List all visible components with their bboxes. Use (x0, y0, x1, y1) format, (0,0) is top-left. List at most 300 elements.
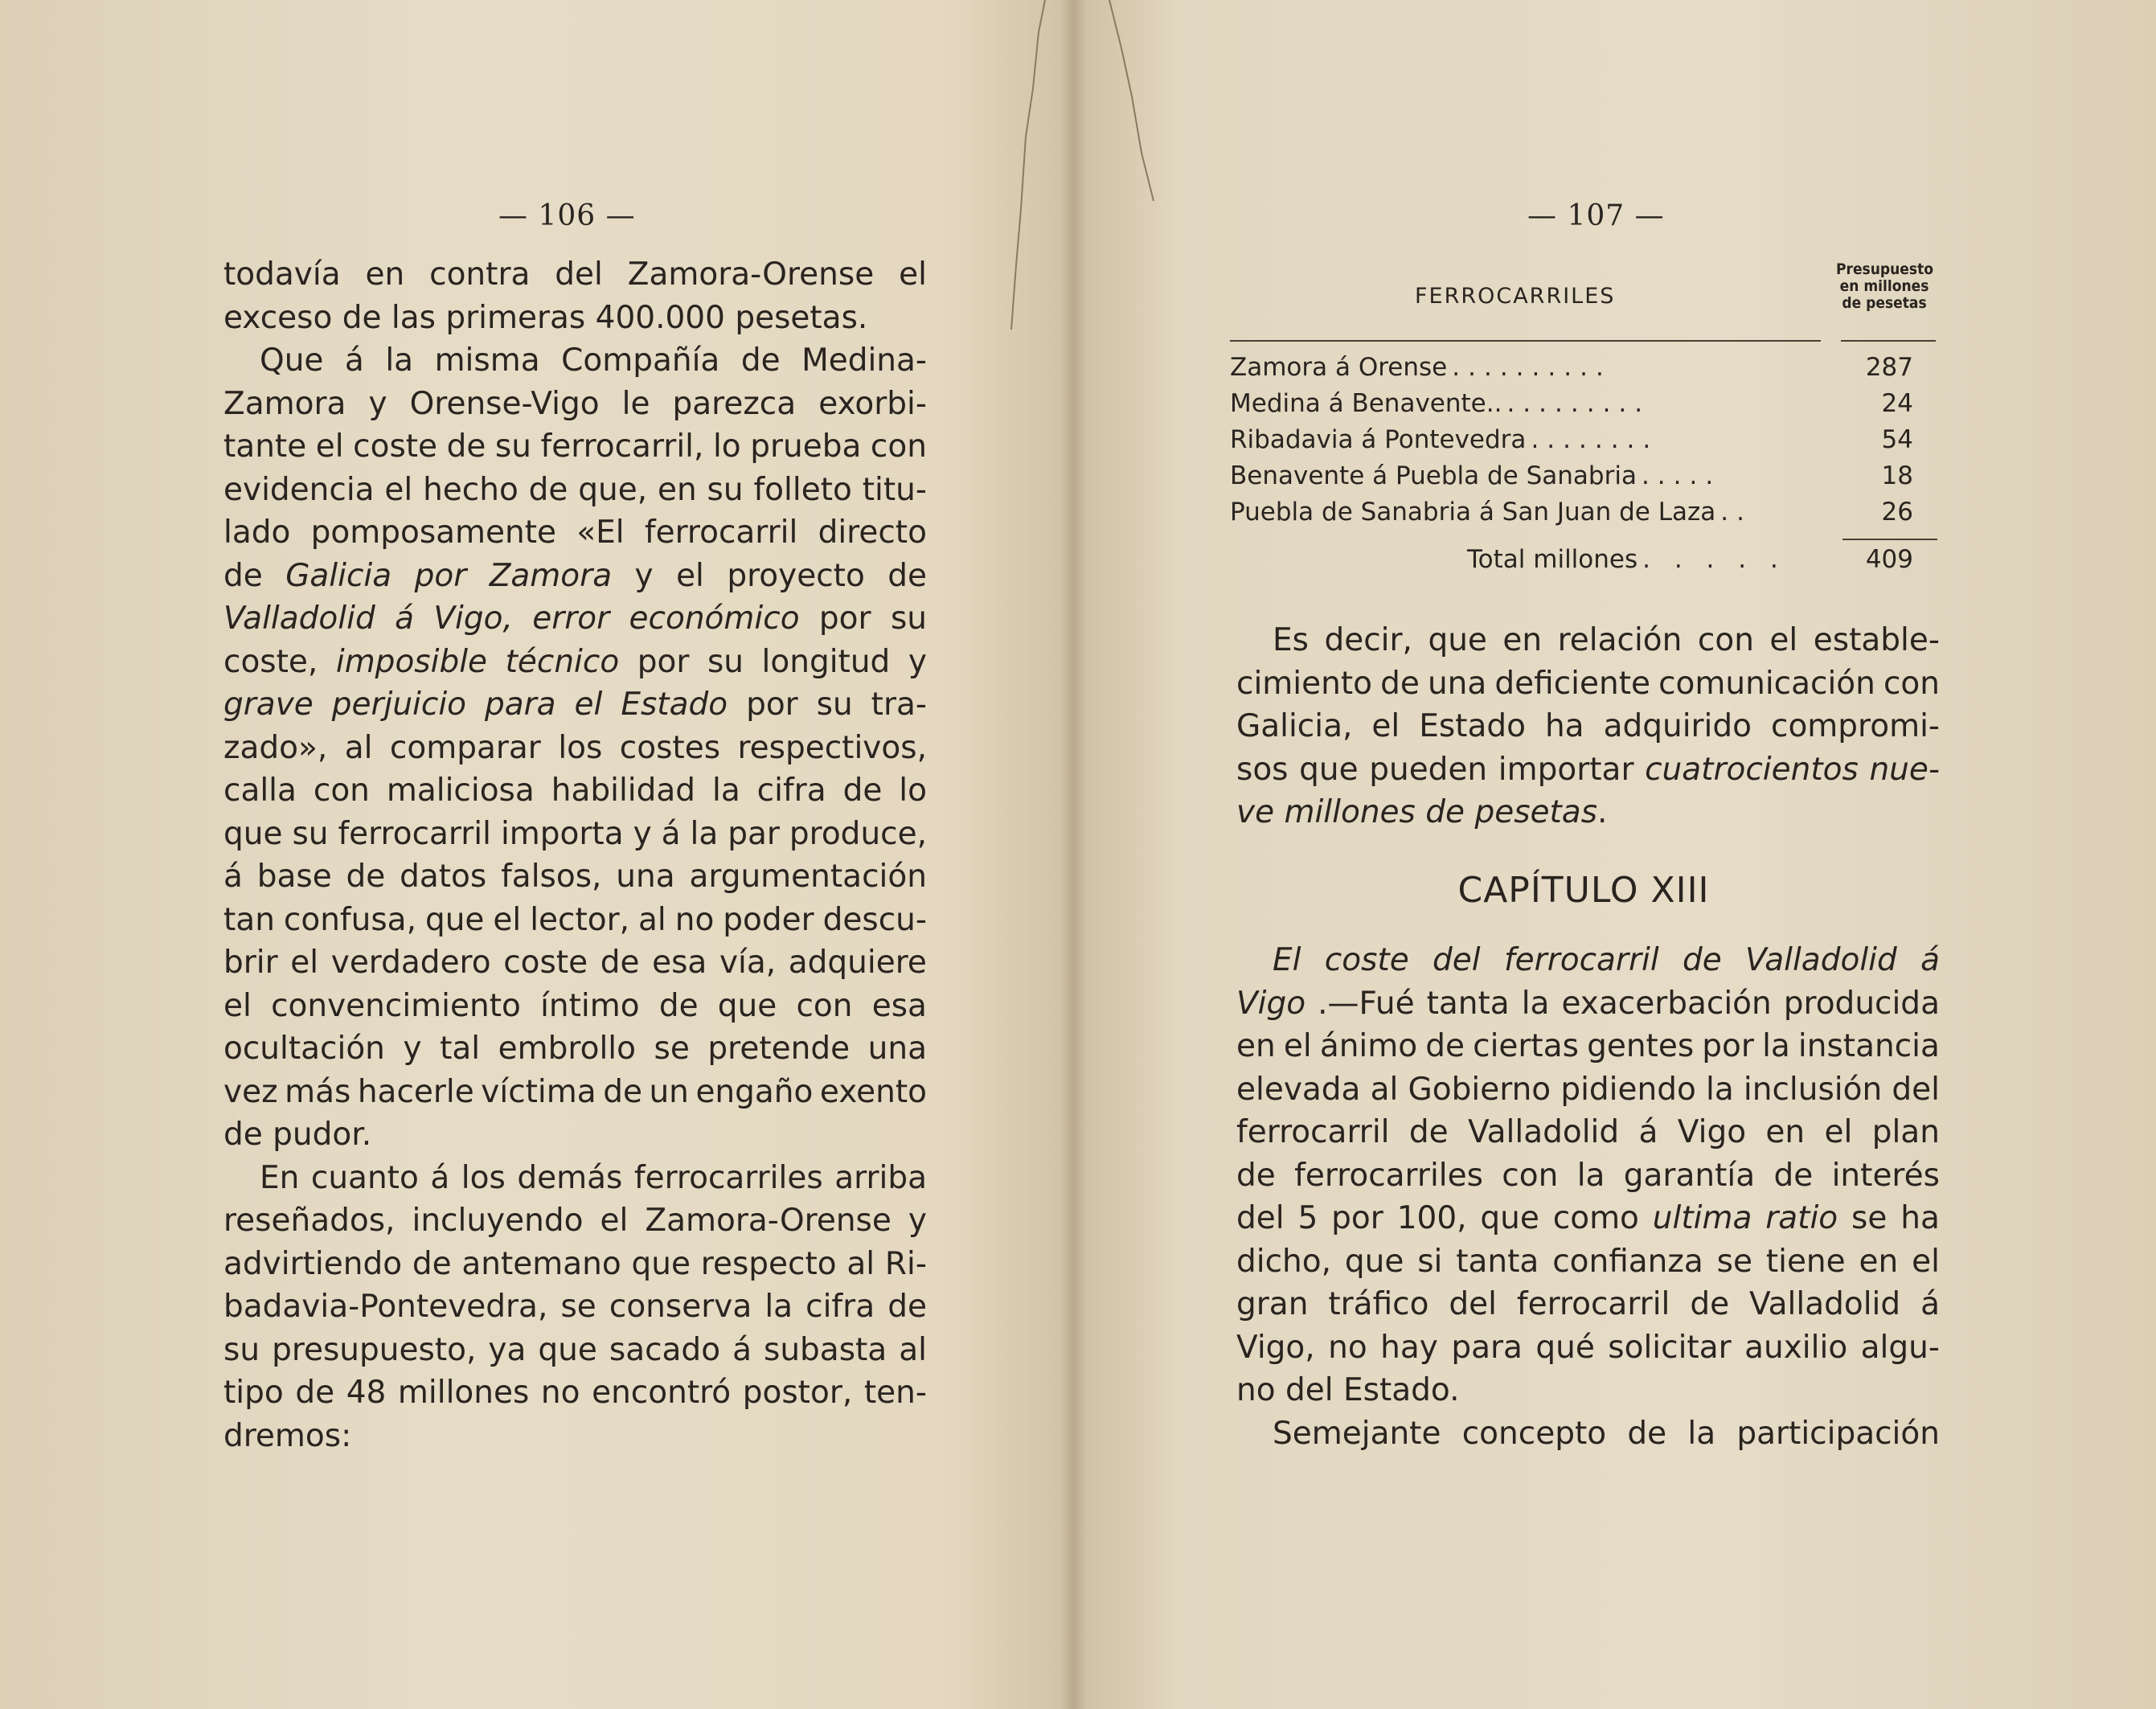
word: una (1427, 665, 1487, 702)
word: coste (353, 428, 438, 465)
word: directo (818, 514, 927, 551)
right-paragraph-2 (1236, 939, 1940, 1455)
text-line (223, 899, 927, 942)
word: y (908, 1203, 927, 1239)
word: estable- (1813, 622, 1940, 658)
word: de (740, 342, 781, 379)
word: que (1428, 622, 1487, 658)
text-line (223, 1243, 927, 1286)
word: de (223, 557, 263, 594)
word: su (890, 600, 927, 637)
word: el (1283, 1028, 1312, 1064)
word: una (867, 1031, 927, 1067)
text-line (223, 1415, 927, 1458)
word: confusa, (283, 901, 416, 938)
word: Valladolid (223, 600, 375, 637)
table-total-row (1230, 545, 1937, 581)
text-line (1236, 1412, 1940, 1456)
word: tante (223, 428, 307, 465)
word: 5 (1297, 1200, 1318, 1236)
word: la (690, 815, 719, 852)
word: cuatrocientos (1645, 751, 1859, 788)
word: en (365, 256, 405, 293)
word: Ri- (884, 1245, 927, 1282)
word: evidencia (223, 471, 375, 508)
word: Vigo, (1236, 1329, 1315, 1366)
word: que (717, 987, 777, 1024)
text-line (223, 1113, 927, 1157)
word: presupuesto, (272, 1331, 477, 1368)
word: de (1236, 1157, 1276, 1194)
word: el (315, 428, 344, 465)
word: hay (1380, 1329, 1438, 1366)
word: el (493, 901, 522, 938)
word: Valladolid (1467, 1114, 1620, 1150)
text-line (1236, 1154, 1940, 1198)
word: Valladolid (1745, 942, 1897, 978)
word: encontró (592, 1375, 732, 1411)
word: cifra (805, 1289, 875, 1325)
text-line (1236, 1240, 1940, 1284)
word: interés (1831, 1157, 1940, 1194)
word: para (1451, 1329, 1523, 1366)
budget-value: 26 (1881, 498, 1913, 527)
word: ferrocarriles (1294, 1157, 1483, 1194)
word: algu- (1860, 1329, 1940, 1366)
word: pesetas. (1474, 794, 1608, 830)
text-line (223, 769, 927, 813)
word: de (446, 428, 486, 465)
word: del (1236, 1200, 1285, 1236)
route-name: Ribadavia á Pontevedra (1230, 425, 1527, 454)
leader-dots: . . . . . (1642, 545, 1786, 574)
word: En (260, 1159, 300, 1196)
word: ya (488, 1331, 527, 1368)
word: garantía (1623, 1157, 1756, 1194)
word: no (1236, 1372, 1276, 1408)
word: exorbi- (818, 385, 927, 422)
word: á (223, 859, 243, 895)
leader-dots: .......... (1452, 353, 1612, 382)
word: se (1851, 1200, 1888, 1236)
route-name: Medina á Benavente.. (1230, 389, 1502, 418)
word: de (1627, 1415, 1667, 1452)
word: ratio (1765, 1200, 1838, 1236)
word: decir, (1324, 622, 1412, 658)
word: gran (1236, 1286, 1309, 1322)
word: de (887, 1289, 927, 1325)
word: ten- (863, 1375, 927, 1411)
word: al (344, 729, 373, 766)
word: vez (223, 1073, 278, 1110)
chapter-heading: CAPÍTULO XIII (1457, 870, 1710, 911)
word: pretende (707, 1031, 851, 1067)
word: que (1299, 751, 1359, 788)
word: cimiento (1236, 665, 1372, 702)
word: víctima (481, 1073, 596, 1110)
text-line (223, 1157, 927, 1200)
word: hecho (423, 471, 519, 508)
total-rule (1842, 539, 1937, 540)
word: Compañía (561, 342, 720, 379)
word: gentes (1587, 1028, 1695, 1064)
text-line (223, 511, 927, 555)
word: par (728, 815, 780, 852)
word: engaño (695, 1073, 814, 1110)
word: dremos: (223, 1417, 352, 1454)
route-name: Zamora á Orense (1230, 353, 1448, 382)
text-line (223, 383, 927, 426)
word: Semejante (1273, 1415, 1441, 1452)
word: su (494, 428, 531, 465)
word: de (1425, 794, 1465, 830)
table-body (1230, 353, 1937, 534)
word: si (1417, 1243, 1443, 1280)
word: ultima (1652, 1200, 1752, 1236)
word: el (1912, 1243, 1940, 1280)
word: millones (1284, 794, 1416, 830)
word: el (676, 557, 704, 594)
table-header-label: FERROCARRILES (1415, 284, 1616, 309)
word: nue- (1869, 751, 1940, 788)
budget-header-line: de pesetas (1842, 294, 1927, 312)
budget-header-line: en millones (1839, 277, 1929, 295)
word: Galicia, (1236, 708, 1353, 744)
word: descu- (822, 901, 927, 938)
word: íntimo (540, 987, 640, 1024)
word: se (560, 1289, 596, 1325)
word: auxilio (1744, 1329, 1848, 1366)
text-line (1236, 982, 1940, 1026)
word: en (1236, 1028, 1276, 1064)
word: importar (1498, 751, 1634, 788)
word: verdadero (330, 945, 491, 981)
word: ha (1544, 708, 1584, 744)
word: tráfico (1328, 1286, 1429, 1322)
word: con (1502, 1157, 1559, 1194)
word: su (816, 686, 853, 723)
word: parezca (672, 385, 797, 422)
word: confianza (1552, 1243, 1703, 1280)
word: á (1920, 942, 1940, 978)
word: el (1371, 708, 1400, 744)
word: y (403, 1031, 422, 1067)
total-label: Total millones (1467, 545, 1638, 574)
word: el (290, 945, 319, 981)
word: al (638, 901, 666, 938)
word: Vigo, (433, 600, 513, 637)
table-row (1230, 425, 1937, 461)
word: por (414, 557, 467, 594)
word: subasta (764, 1331, 887, 1368)
word: por (637, 643, 690, 680)
word: tra- (871, 686, 927, 723)
text-line (223, 683, 927, 727)
text-line (1236, 791, 1940, 834)
word: coste (503, 945, 588, 981)
word: tanta (1456, 1243, 1539, 1280)
word: del (1433, 942, 1481, 978)
word: ferrocarril (644, 514, 798, 551)
word: á (344, 342, 364, 379)
word: el (574, 686, 603, 723)
word: instancia (1797, 1028, 1940, 1064)
word: Estado. (1343, 1372, 1460, 1408)
word: se (654, 1031, 690, 1067)
word: reseñados, (223, 1203, 396, 1239)
text-line (1236, 1197, 1940, 1240)
word: comparar (389, 729, 541, 766)
text-line (1236, 1025, 1940, 1068)
word: ferrocarril (1503, 942, 1659, 978)
text-line (223, 253, 927, 297)
word: de (603, 1073, 642, 1110)
word: con (1883, 665, 1940, 702)
word: ferrocarril, (540, 428, 704, 465)
word: ferrocarril (1236, 1114, 1390, 1150)
word: importa (500, 815, 624, 852)
word: por (746, 686, 798, 723)
budget-value: 24 (1881, 389, 1913, 418)
word: plan (1871, 1114, 1940, 1150)
word: calla (223, 773, 297, 809)
word: su (292, 815, 329, 852)
word: Gobierno (1408, 1071, 1551, 1108)
budget-value: 18 (1881, 461, 1913, 490)
word: más (285, 1073, 351, 1110)
word: de (1773, 1157, 1814, 1194)
word: como (1552, 1200, 1639, 1236)
word: sacado (609, 1331, 721, 1368)
word: la (1762, 1028, 1790, 1064)
word: pidiendo (1560, 1071, 1696, 1108)
word: en (657, 471, 697, 508)
header-rule (1230, 340, 1821, 342)
word: elevada (1236, 1071, 1361, 1108)
route-name: Puebla de Sanabria á San Juan de Laza (1230, 498, 1716, 527)
text-line (223, 1071, 927, 1114)
word: relación (1557, 622, 1683, 658)
word: folleto (753, 471, 852, 508)
word: la (1521, 985, 1550, 1022)
word: á (1638, 1114, 1658, 1150)
word: misma (434, 342, 540, 379)
word: de (342, 299, 382, 336)
word: que (424, 901, 485, 938)
word: tiene (1765, 1243, 1846, 1280)
word: el (1769, 622, 1798, 658)
word: de (658, 987, 699, 1024)
word: advirtiendo (223, 1245, 403, 1282)
word: prueba (750, 428, 862, 465)
budget-table (1230, 245, 1937, 581)
text-line (223, 339, 927, 383)
word: habilidad (551, 773, 696, 809)
table-header (1230, 245, 1937, 342)
word: coste, (223, 643, 318, 680)
leader-dots: ......... (1506, 389, 1651, 418)
word: una (616, 859, 675, 895)
word: el (600, 1203, 629, 1239)
word: técnico (505, 643, 620, 680)
word: conserva (609, 1289, 752, 1325)
word: económico (629, 600, 800, 637)
word: solicitar (1608, 1329, 1732, 1366)
word: dicho, (1236, 1243, 1332, 1280)
word: tan (223, 901, 275, 938)
word: del (555, 256, 603, 293)
budget-column-header (1836, 261, 1933, 312)
leader-dots: .. (1720, 498, 1752, 527)
word: con (870, 428, 927, 465)
text-line (1236, 748, 1940, 792)
word: los (461, 1159, 506, 1196)
word: de (1425, 1028, 1465, 1064)
word: badavia-Pontevedra, (223, 1289, 548, 1325)
budget-value: 54 (1881, 425, 1913, 454)
table-row (1230, 498, 1937, 534)
word: demás (517, 1159, 623, 1196)
word: y (908, 643, 927, 680)
word: Orense-Vigo (409, 385, 600, 422)
word: á (661, 815, 681, 852)
word: brir (223, 945, 278, 981)
word: arriba (834, 1159, 927, 1196)
word: compromi- (1771, 708, 1940, 744)
word: maliciosa (386, 773, 535, 809)
left-page-text (223, 253, 927, 1457)
word: lo (899, 773, 927, 809)
text-line (223, 297, 927, 340)
word: titu- (862, 471, 927, 508)
word: millones (397, 1375, 530, 1411)
word: su (707, 471, 744, 508)
word: por (1702, 1028, 1754, 1064)
word: lector, (530, 901, 630, 938)
word: con (313, 773, 370, 809)
word: deficiente (1494, 665, 1650, 702)
table-row (1230, 389, 1937, 425)
word: de (842, 773, 883, 809)
word: inclusión (1743, 1071, 1883, 1108)
word: cifra (756, 773, 826, 809)
word: su (223, 1331, 260, 1368)
budget-header-line: Presupuesto (1836, 260, 1934, 278)
word: postor, (742, 1375, 853, 1411)
budget-value: 287 (1865, 353, 1913, 382)
word: y (368, 385, 387, 422)
word: esa (652, 945, 707, 981)
route-name: Benavente á Puebla de Sanabria (1230, 461, 1637, 490)
word: Estado (1419, 708, 1526, 744)
word: por (1331, 1200, 1383, 1236)
word: adquirido (1603, 708, 1752, 744)
word: ferrocarril (338, 815, 491, 852)
word: del (1285, 1372, 1334, 1408)
table-row (1230, 353, 1937, 389)
word: ferrocarriles (633, 1159, 823, 1196)
word: Medina- (801, 342, 927, 379)
word: Zamora-Orense (645, 1203, 892, 1239)
word: lo (712, 428, 741, 465)
table-row (1230, 461, 1937, 498)
word: respectivos, (737, 729, 927, 766)
word: se (1716, 1243, 1752, 1280)
text-line (1236, 662, 1940, 706)
text-line (223, 1371, 927, 1415)
word: imposible (335, 643, 488, 680)
text-line (1236, 1369, 1940, 1412)
word: de (346, 859, 386, 895)
text-line (223, 641, 927, 684)
word: sos (1236, 751, 1289, 788)
word: base (256, 859, 332, 895)
word: produce, (789, 815, 927, 852)
word: para (484, 686, 556, 723)
text-line (223, 597, 927, 641)
word: á (732, 1331, 752, 1368)
text-line (223, 425, 927, 469)
text-line (1236, 1111, 1940, 1154)
word: de (223, 1117, 263, 1153)
word: que (538, 1331, 597, 1368)
word: que (1480, 1200, 1539, 1236)
word: comunicación (1658, 665, 1875, 702)
word: tal (440, 1031, 481, 1067)
word: exento (819, 1073, 927, 1110)
word: «El (576, 514, 625, 551)
word: la (711, 773, 740, 809)
word: al (899, 1331, 927, 1368)
word: que (631, 1245, 691, 1282)
text-line (223, 469, 927, 512)
word: al (1370, 1071, 1399, 1108)
word: la (1706, 1071, 1734, 1108)
word: y (633, 815, 652, 852)
word: de (1380, 665, 1420, 702)
word: ve (1236, 794, 1275, 830)
word: que (1344, 1243, 1404, 1280)
word: convencimiento (271, 987, 521, 1024)
word: pudor. (273, 1117, 372, 1153)
word: que, (578, 471, 648, 508)
word: zado», (223, 729, 328, 766)
word: esa (871, 987, 927, 1024)
text-line (1236, 619, 1940, 662)
text-line (1236, 1326, 1940, 1370)
text-line (223, 1329, 927, 1372)
leader-dots: ........ (1531, 425, 1659, 454)
word: en (1859, 1243, 1899, 1280)
word: 100, (1396, 1200, 1467, 1236)
word: no (1328, 1329, 1367, 1366)
word: perjuicio (331, 686, 467, 723)
word: adquiere (788, 945, 927, 981)
word: pomposamente (310, 514, 557, 551)
text-line (223, 985, 927, 1028)
word: incluyendo (412, 1203, 584, 1239)
word: participación (1736, 1415, 1940, 1452)
word: á (1920, 1286, 1940, 1322)
word: en (1765, 1114, 1806, 1150)
word: embrollo (498, 1031, 636, 1067)
word: no (540, 1375, 580, 1411)
word: de (600, 945, 640, 981)
word: cuanto (310, 1159, 419, 1196)
text-line (1236, 1283, 1940, 1326)
word: Vigo (1236, 985, 1306, 1022)
word: .—Fué (1318, 985, 1415, 1022)
